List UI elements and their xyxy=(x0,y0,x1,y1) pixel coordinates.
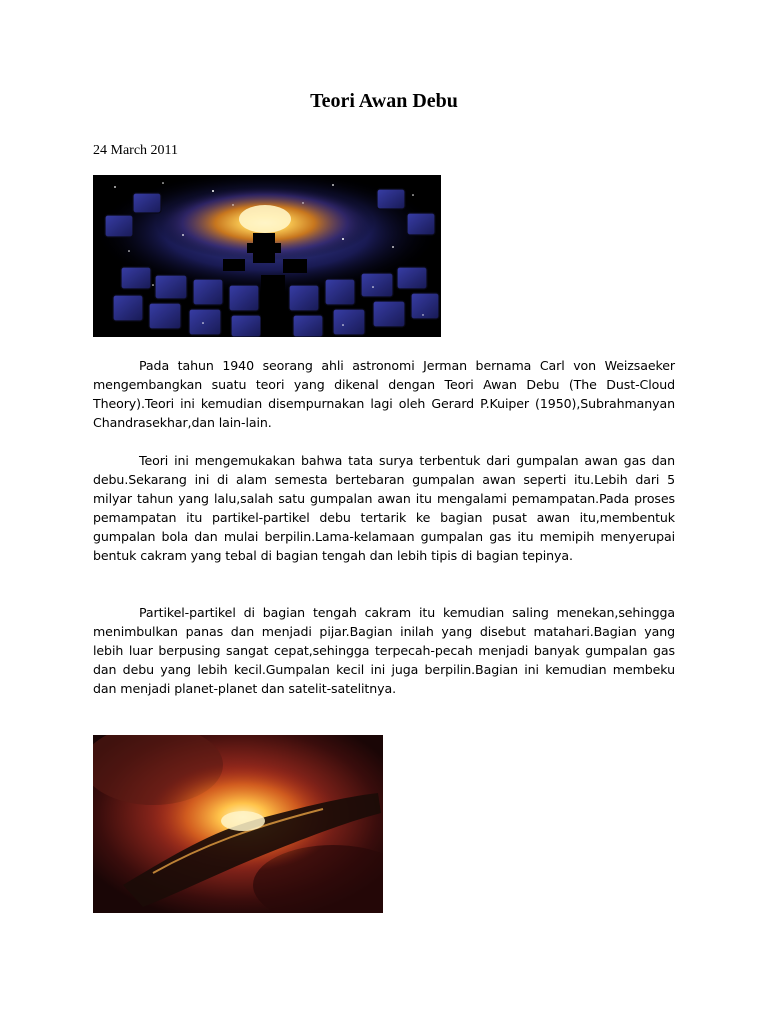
document-date: 24 March 2011 xyxy=(93,143,179,158)
document-title: Teori Awan Debu xyxy=(310,90,458,112)
paragraph-3: Partikel-partikel di bagian tengah cakram itu kemudian saling menekan,sehingga menimbulkan panas dan menjadi pijar.Bagian inilah yang disebut matahari.Bagian yang lebih luar berpusing sangat cepat,sehingga terpecah-pecah menjadi banyak gumpalan gas dan debu yang lebih kecil.Gumpalan kecil ini juga berpilin.Bagian ini kemudian membeku dan menjadi planet-planet dan satelit-satelitnya. xyxy=(93,605,675,696)
dust-cloud-disk-image xyxy=(93,735,383,913)
paragraph-2: Teori ini mengemukakan bahwa tata surya terbentuk dari gumpalan awan gas dan debu.Sekarang ini di alam semesta bertebaran gumpalan awan seperti itu.Lebih dari 5 milyar tahun yang lalu,salah satu gumpalan awan itu mengalami pemampatan.Pada proses pemampatan itu partikel-partikel debu tertarik ke bagian pusat awan itu,membentuk gumpalan bola dan mulai berpilin.Lama-kelamaan gumpalan gas itu memipih menyerupai bentuk cakram yang tebal di bagian tengah dan lebih tipis di bagian tepinya. xyxy=(93,453,675,563)
paragraph-1: Pada tahun 1940 seorang ahli astronomi Jerman bernama Carl von Weizsaeker mengembangkan suatu teori yang dikenal dengan Teori Awan Debu (The Dust-Cloud Theory).Teori ini kemudian disempurnakan lagi oleh Gerard P.Kuiper (1950),Subrahmanyan Chandrasekhar,dan lain-lain. xyxy=(93,358,675,430)
galaxy-puzzle-image xyxy=(93,175,441,337)
